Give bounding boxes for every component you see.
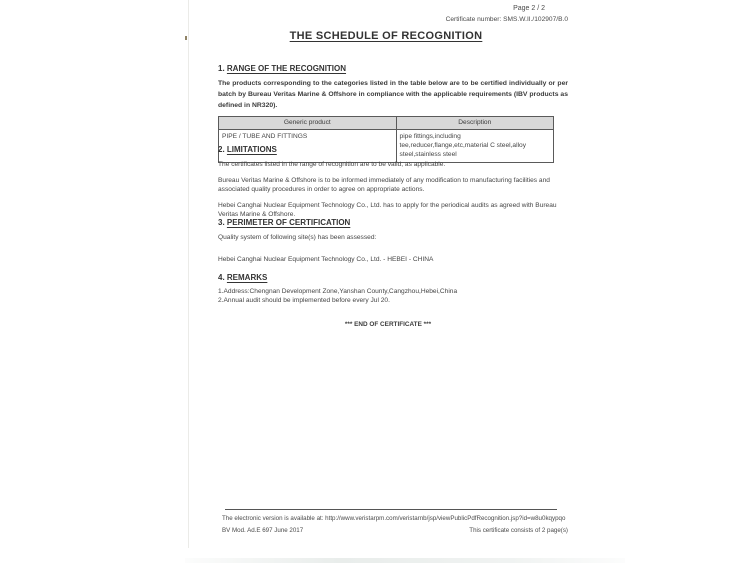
- products-table-header-row: [219, 116, 554, 129]
- footer-divider: [225, 509, 557, 510]
- section-heading-perimeter: [218, 218, 568, 227]
- section-limitations: [218, 145, 568, 226]
- certificate-number: Certificate number: SMS.W.II./102907/B.0: [445, 16, 568, 23]
- scan-bottom-strip: [185, 558, 625, 563]
- perimeter-paragraph-2: Hebei Canghai Nuclear Equipment Technology Co., Ltd. - HEBEI - CHINA: [218, 255, 434, 263]
- section-heading-text: REMARKS: [226, 273, 268, 282]
- section-remarks: [218, 273, 568, 306]
- section-heading-text: RANGE OF THE RECOGNITION: [226, 64, 347, 73]
- page-title: [216, 30, 556, 42]
- section-perimeter: [218, 218, 568, 270]
- page-number: Page 2 / 2: [513, 5, 545, 12]
- cell-generic-product: PIPE / TUBE AND FITTINGS: [219, 129, 397, 163]
- end-of-certificate-marker: *** END OF CERTIFICATE ***: [344, 321, 432, 328]
- section-heading-text: LIMITATIONS: [226, 145, 277, 154]
- footer-row: [222, 527, 568, 534]
- section-heading-remarks: [218, 273, 568, 282]
- remarks-line-2: 2.Annual audit should be implemented before every Jul 20.: [218, 296, 390, 304]
- footer-form-reference: BV Mod. Ad.E 697 June 2017: [222, 527, 304, 534]
- cell-description: pipe fittings,including tee,reducer,flange,etc,material C steel,alloy steel,stainless steel: [396, 129, 553, 163]
- section-heading-range: [218, 64, 568, 73]
- section-number: 4.: [218, 273, 225, 282]
- footer-page-count: This certificate consists of 2 page(s): [469, 527, 568, 534]
- perimeter-paragraph-1: Quality system of following site(s) has been assessed:: [218, 234, 377, 241]
- column-header-generic-product: Generic product: [219, 116, 397, 129]
- footer-electronic-version: The electronic version is available at: http://www.veristarpm.com/veristarnb/jsp/viewPublicPdfRecognition.jsp?id=w8u0kqypqo: [222, 515, 566, 522]
- page-title-text: THE SCHEDULE OF RECOGNITION: [289, 30, 483, 42]
- range-intro-paragraph: The products corresponding to the categories listed in the table below are to be certified individually or per batch by Bureau Veritas Marine & Offshore in compliance with the applicable requirements (IBV products as defined in NR320).: [218, 80, 568, 109]
- remarks-line-1: 1.Address:Chengnan Development Zone,Yanshan County,Cangzhou,Hebei,China: [218, 288, 458, 295]
- section-heading-text: PERIMETER OF CERTIFICATION: [226, 218, 351, 227]
- limitations-paragraph-1: The certificates listed in the range of recognition are to be valid, as applicable.: [218, 161, 446, 168]
- section-number: 1.: [218, 64, 225, 73]
- scan-edge-line: [188, 0, 189, 548]
- limitations-paragraph-3: Hebei Canghai Nuclear Equipment Technology Co., Ltd. has to apply for the periodical audits as agreed with Bureau Veritas Marine & Offshore.: [218, 201, 557, 219]
- column-header-description: Description: [396, 116, 553, 129]
- section-number: 2.: [218, 145, 225, 154]
- section-number: 3.: [218, 218, 225, 227]
- limitations-paragraph-2: Bureau Veritas Marine & Offshore is to be informed immediately of any modification to manufacturing facilities and associated quality procedures in order to agree on appropriate actions.: [218, 176, 550, 194]
- scan-speck: [185, 36, 187, 40]
- section-heading-limitations: [218, 145, 568, 154]
